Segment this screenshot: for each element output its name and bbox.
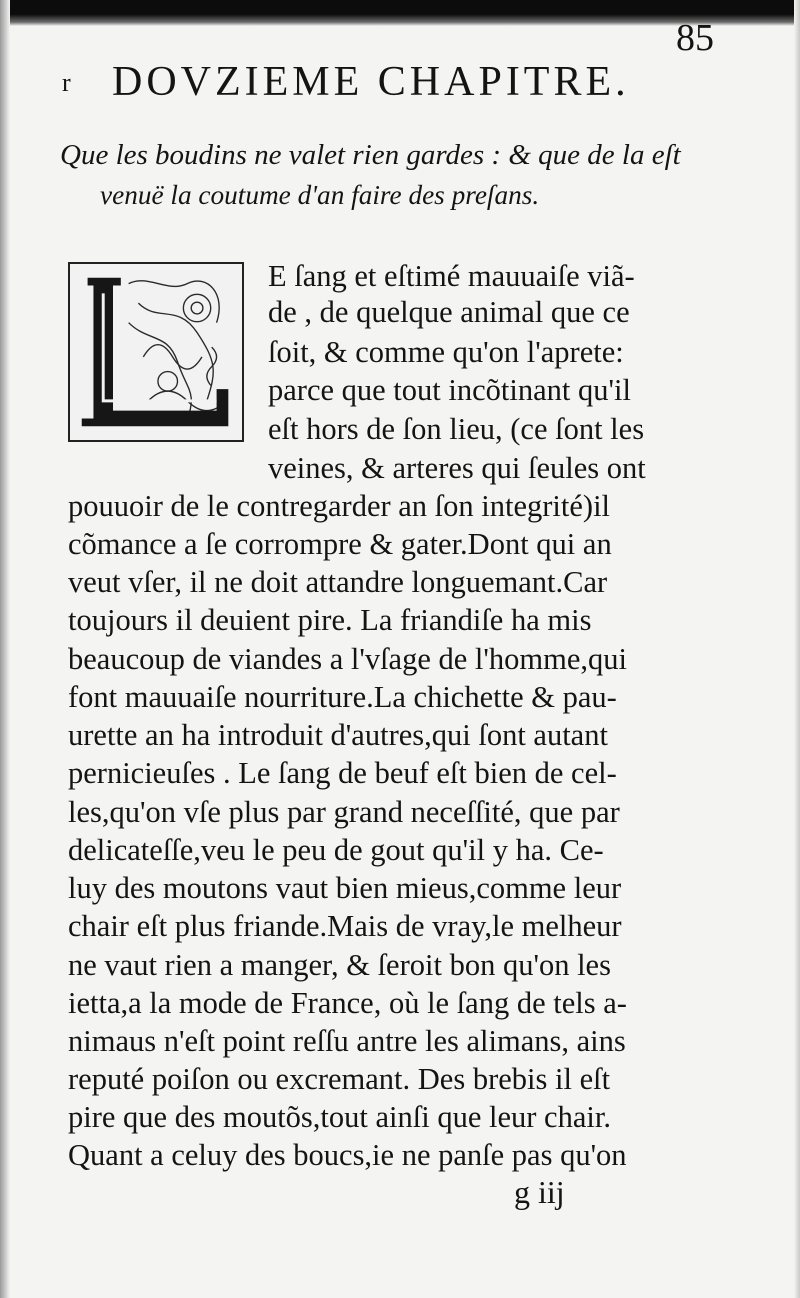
chapter-title: DOVZIEME CHAPITRE. (112, 59, 630, 105)
text-line: ne vaut rien a manger, & ſeroit bon qu'on les (68, 948, 611, 982)
text-line: E ſang et eſtimé mauuaiſe viã- (268, 259, 635, 293)
text-line: pire que des moutõs,tout ainſi que leur chair. (68, 1100, 611, 1134)
text-line: veines, & arteres qui ſeules ont (268, 451, 646, 485)
text-line: urette an ha introduit d'autres,qui ſont autant (68, 718, 608, 752)
text-line: veut vſer, il ne doit attandre longuemant.Car (68, 565, 608, 599)
signature-mark: g iij (514, 1174, 565, 1210)
chapter-subtitle-line: venuë la coutume d'an faire des preſans. (100, 180, 540, 210)
text-line: Quant a celuy des boucs,ie ne panſe pas qu'on (68, 1138, 627, 1172)
text-line: pernicieuſes . Le ſang de beuf eſt bien de cel- (68, 756, 617, 790)
drop-cap-ornament-icon (70, 264, 242, 440)
text-line: chair eſt plus friande.Mais de vray,le melheur (68, 909, 622, 943)
text-line: de , de quelque animal que ce (268, 295, 630, 329)
ornamental-drop-cap (68, 262, 244, 442)
page-edge (794, 0, 800, 1298)
text-line: les,qu'on vſe plus par grand neceſſité, que par (68, 795, 620, 829)
text-line: font mauuaiſe nourriture.La chichette & pau- (68, 680, 617, 714)
text-line: cõmance a ſe corrompre & gater.Dont qui an (68, 527, 612, 561)
text-line: eſt hors de ſon lieu, (ce ſont les (268, 412, 645, 446)
text-line: ſoit, & comme qu'on l'aprete: (268, 335, 624, 369)
text-line: parce que tout incõtinant qu'il (268, 373, 631, 407)
text-line: luy des moutons vaut bien mieus,comme leur (68, 871, 622, 905)
margin-mark: r (62, 68, 71, 97)
text-line: toujours il deuient pire. La friandiſe ha mis (68, 603, 592, 637)
text-line: pouuoir de le contregarder an ſon integrité)il (68, 489, 611, 523)
text-line: ietta,a la mode de France, où le ſang de tels a- (68, 986, 627, 1020)
text-line: reputé poiſon ou excremant. Des brebis il eſt (68, 1062, 611, 1096)
text-line: nimaus n'eſt point reſſu antre les alimans, ains (68, 1024, 626, 1058)
gutter-shadow (0, 0, 10, 1298)
text-line: beaucoup de viandes a l'vſage de l'homme,qui (68, 642, 627, 676)
text-line: delicateſſe,veu le peu de gout qu'il y ha. Ce- (68, 833, 604, 867)
page-number: 85 (676, 17, 714, 59)
chapter-subtitle-line: Que les boudins ne valet rien gardes : & que de la eſt (60, 139, 681, 171)
